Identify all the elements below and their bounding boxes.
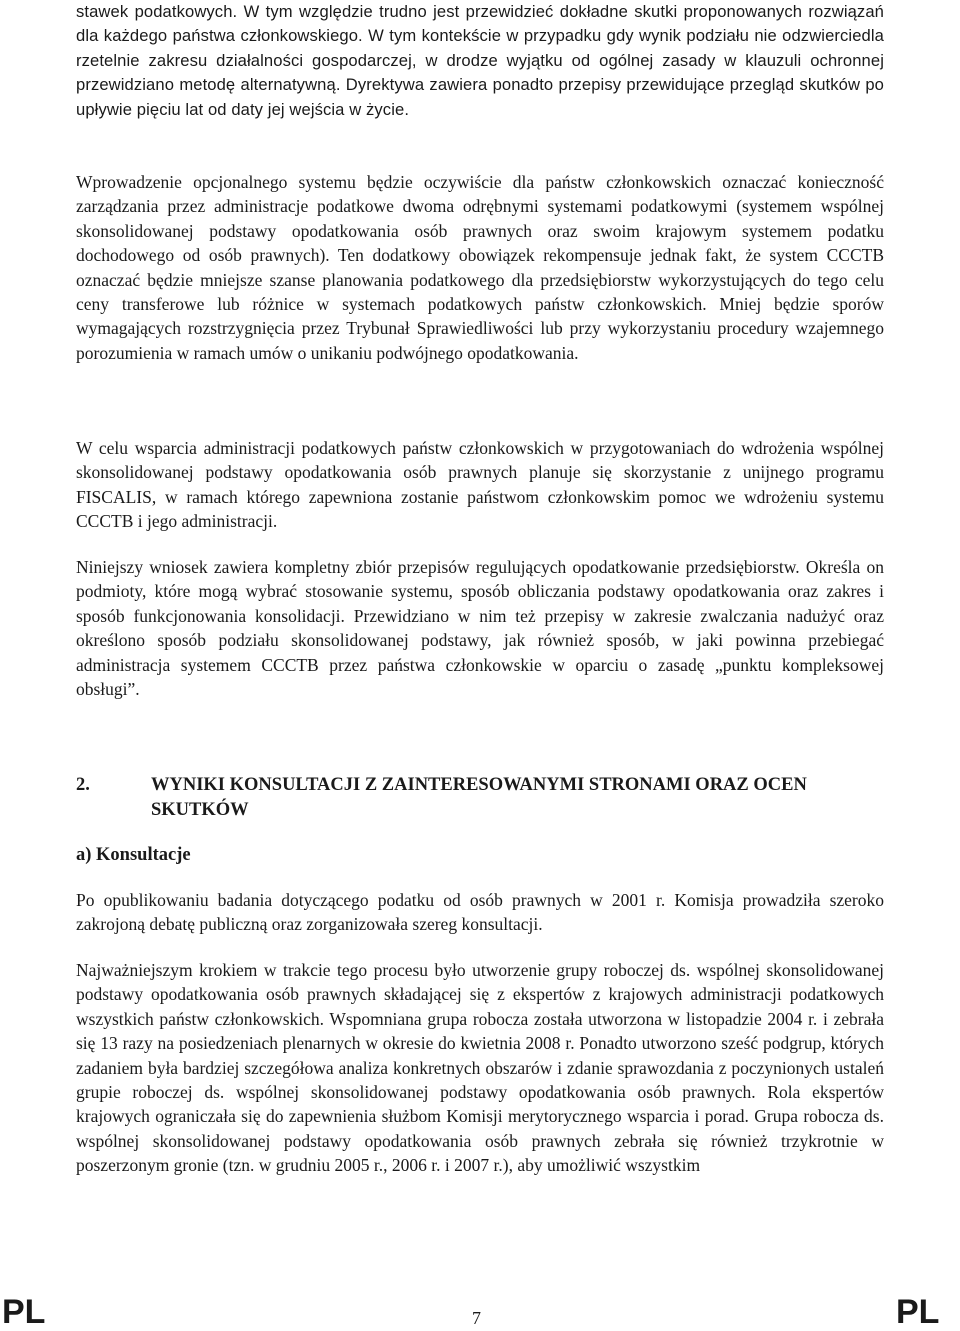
intro-paragraph: stawek podatkowych. W tym względzie trudno jest przewidzieć dokładne skutki proponowanych rozwiązań dla każdego państwa członkowskiego. W tym kontekście w przypadku gdy wynik podziału nie odzwierciedla rzetelnie zakresu działalności gospodarczej, w drodze wyjątku od ogólnej zasady w klauzuli ochronnej przewidziano metodę alternatywną. Dyrektywa zawiera ponadto przepisy przewidujące przegląd skutków po upływie pięciu lat od daty jej wejścia w życie. xyxy=(76,2,884,119)
consultation-paragraph-second: Najważniejszym krokiem w trakcie tego procesu było utworzenie grupy roboczej ds. wspólnej skonsolidowanej podstawy opodatkowania osób prawnych składającej się z ekspertów z krajowych administracji podatkowych wszystkich państw członkowskich. Wspomniana grupa robocza została utworzona w listopadzie 2004 r. i zebrała się 13 razy na posiedzeniach plenarnych w okresie do kwietnia 2008 r. Ponadto utworzono sześć podgrup, których zadaniem była bardziej szczegółowa analiza konkretnych obszarów i zdanie sprawozdania z poczynionych ustaleń grupie roboczej ds. wspólnej skonsolidowanej podstawy opodatkowania osób prawnych. Rola ekspertów krajowych ograniczała się do zapewnienia służbom Komisji merytorycznego wsparcia i porad. Grupa robocza ds. wspólnej skonsolidowanej podstawy opodatkowania osób prawnych zebrała się również trzykrotnie w poszerzonym gronie (tzn. w grudniu 2005 r., 2006 r. i 2007 r.), aby umożliwić wszystkim xyxy=(76,960,884,1176)
fiscalis-paragraph: W celu wsparcia administracji podatkowych państw członkowskich w przygotowaniach do wdrożenia wspólnej skonsolidowanej podstawy opodatkowania osób prawnych planuje się skorzystanie z unijnego programu FISCALIS, w ramach którego zapewniona zostanie państwom członkowskim pomoc we wdrożeniu systemu CCCTB i jego administracji. xyxy=(76,438,884,532)
subheading-consultations: a) Konsultacje xyxy=(76,845,191,865)
scope-paragraph: Niniejszy wniosek zawiera kompletny zbiór przepisów regulujących opodatkowanie przedsiębiorstw. Określa on podmioty, które mogą wybrać stosowanie systemu, sposób obliczania podstawy opodatkowania oraz zakres i sposób funkcjonowania konsolidacji. Przewidziano w nim też przepisy w zakresie zwalczania nadużyć oraz określono sposób podziału skonsolidowanej podstawy, jak również sposób, w jaki powinna przebiegać administracja systemem CCCTB przez państwa członkowskie w oparciu o zasadę „punktu kompleksowej obsługi”. xyxy=(76,557,884,700)
page-number: 7 xyxy=(472,1308,481,1328)
section-number: 2. xyxy=(76,775,90,795)
optional-system-paragraph: Wprowadzenie opcjonalnego systemu będzie oczywiście dla państw członkowskich oznaczać konieczność zarządzania przez administracje podatkowe dwoma odrębnymi systemami podatkowymi (systemem wspólnej skonsolidowanej podstawy opodatkowania osób prawnych oraz swoim krajowym systemem podatku dochodowego od osób prawnych). Ten dodatkowy obowiązek rekompensuje jednak fakt, że system CCCTB oznaczać będzie mniejsze szanse planowania podatkowego dla przedsiębiorstw wykorzystujących do tego celu ceny transferowe lub różnice w systemach podatkowych państw członkowskich. Mniej będzie sporów wymagających rozstrzygnięcia przez Trybunał Sprawiedliwości lub przy wykorzystaniu procedury wzajemnego porozumienia w ramach umów o unikaniu podwójnego opodatkowania. xyxy=(76,172,884,363)
section-title: WYNIKI KONSULTACJI Z ZAINTERESOWANYMI STRONAMI ORAZ OCEN SKUTKÓW xyxy=(151,775,807,820)
footer-language-mark-left: PL xyxy=(2,1293,46,1331)
consultation-paragraph-first: Po opublikowaniu badania dotyczącego podatku od osób prawnych w 2001 r. Komisja prowadziła szeroko zakrojoną debatę publiczną oraz zorganizowała szereg konsultacji. xyxy=(76,890,884,935)
footer-language-mark-right: PL xyxy=(896,1293,940,1331)
